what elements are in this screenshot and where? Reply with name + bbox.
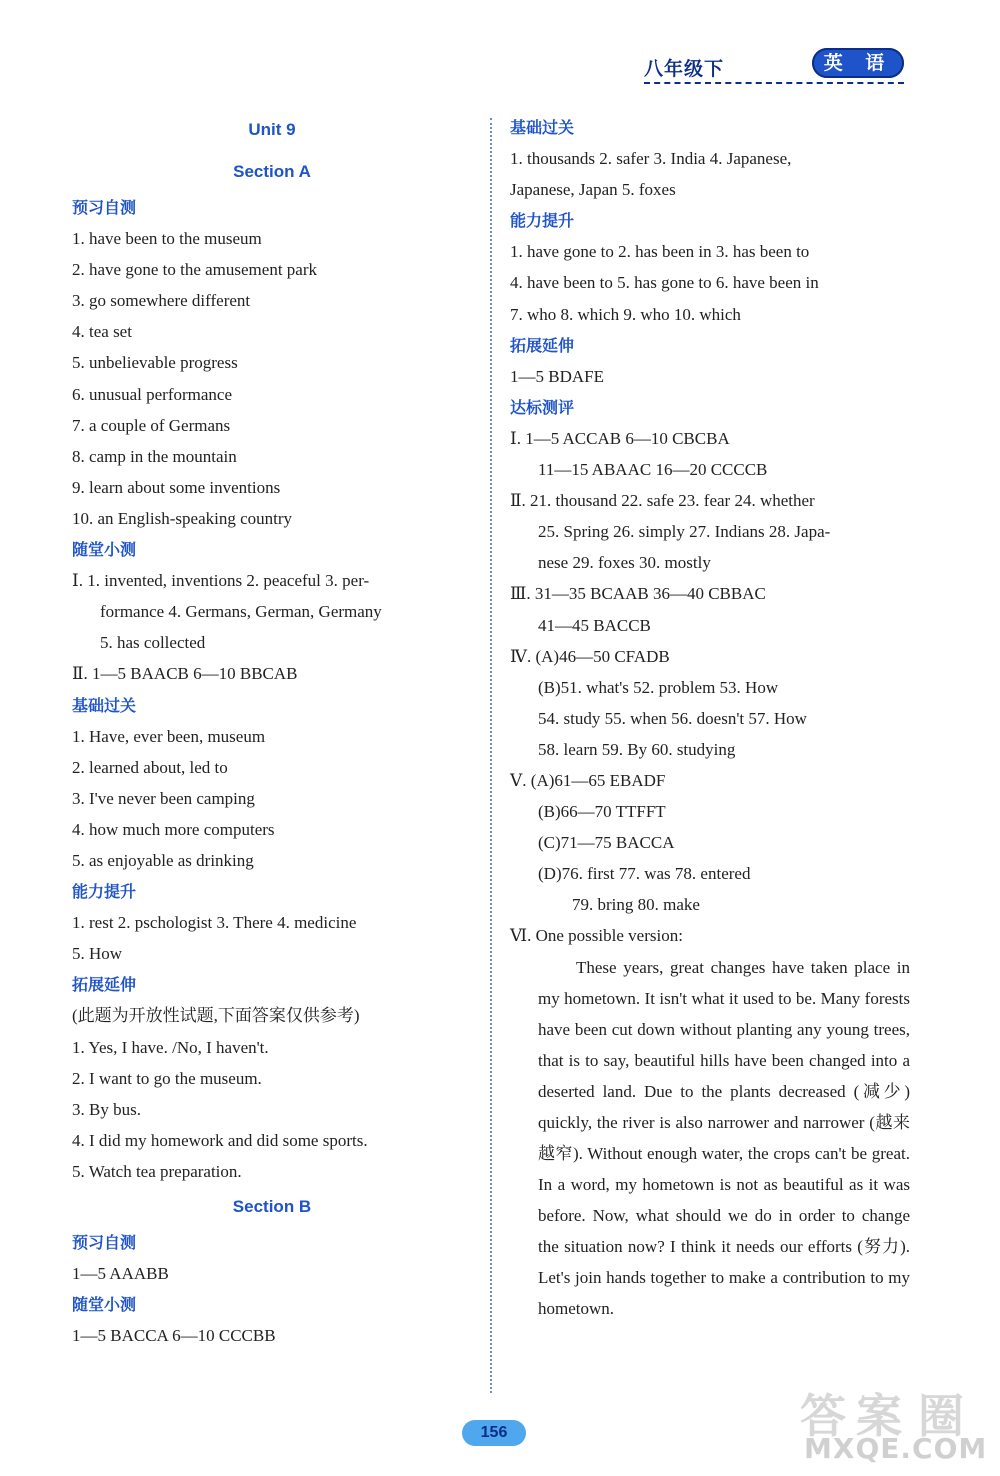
answer-line: 79. bring 80. make — [572, 895, 700, 915]
watermark-char: 答 — [800, 1389, 846, 1443]
answer-line: 8. camp in the mountain — [72, 446, 237, 466]
section-heading: 达标测评 — [510, 397, 575, 417]
answer-line: 1. thousands 2. safer 3. India 4. Japanese, — [510, 149, 792, 169]
section-heading: 随堂小测 — [72, 540, 137, 560]
answer-line: 3. go somewhere different — [72, 291, 251, 311]
answer-line: 5. How — [72, 944, 123, 964]
answer-line: Ⅵ. One possible version: — [510, 926, 683, 946]
section-title: Section B — [232, 1197, 312, 1216]
answer-line: Ⅳ. (A)46—50 CFADB — [510, 646, 670, 666]
answer-line: 5. Watch tea preparation. — [72, 1161, 242, 1181]
answer-line: 54. study 55. when 56. doesn't 57. How — [538, 708, 807, 728]
answer-line: (B)51. what's 52. problem 53. How — [538, 677, 779, 697]
answer-line: 1. Have, ever been, museum — [72, 726, 266, 746]
section-heading: 预习自测 — [72, 198, 137, 217]
answer-line: 2. I want to go the museum. — [72, 1068, 262, 1088]
answer-line: Ⅲ. 31—35 BCAAB 36—40 CBBAC — [510, 584, 766, 604]
page-number: 156 — [462, 1420, 526, 1446]
answer-line: 6. unusual performance — [72, 384, 233, 404]
answer-line: 10. an English-speaking country — [72, 508, 293, 528]
answer-line: 4. how much more computers — [72, 819, 275, 839]
section-heading: 预习自测 — [72, 1233, 137, 1252]
answer-line: 4. tea set — [72, 322, 132, 342]
answer-line: 2. learned about, led to — [72, 757, 228, 777]
section-heading: 能力提升 — [72, 882, 137, 902]
answer-line: Ⅰ. 1. invented, inventions 2. peaceful 3. per- — [72, 571, 370, 591]
section-heading: 基础过关 — [510, 118, 575, 137]
answer-line: 9. learn about some inventions — [72, 477, 281, 497]
answer-line: 5. has collected — [100, 633, 206, 653]
answer-line: Ⅴ. (A)61—65 EBADF — [510, 770, 666, 790]
watermark-char: 圈 — [918, 1389, 964, 1443]
answer-line: nese 29. foxes 30. mostly — [538, 553, 711, 573]
essay-block — [510, 952, 910, 1324]
answer-line: 1. have been to the museum — [72, 229, 262, 249]
essay-text: These years, great changes have taken place in my hometown. It isn't what it used to be. Many forests have been cut down without planting any young trees, that is to say, beautiful hills have been changed into a deserted land. Due to the plants decreased (减少) quickly, the river is also narrower and narrower (越来越窄). Without enough water, the crops can't be great. In a word, my hometown is not as beautiful as it was before. Now, what should we do in order to change the situation now? I think it needs our efforts (努力). Let's join hands together to make a contribution to my hometown. — [538, 957, 910, 1318]
answer-line: 3. I've never been camping — [72, 788, 255, 808]
unit-title: Unit 9 — [248, 120, 296, 139]
left-column — [72, 112, 472, 1351]
page-header — [644, 48, 904, 84]
header-rule — [644, 82, 904, 84]
answer-line: 1. Yes, I have. /No, I haven't. — [72, 1037, 269, 1057]
section-title: Section A — [233, 162, 311, 181]
answer-line: 5. as enjoyable as drinking — [72, 850, 254, 870]
answer-line: 5. unbelievable progress — [72, 353, 238, 373]
answer-line: 1. rest 2. pschologist 3. There 4. medicine — [72, 913, 357, 933]
watermark-url: MXQE.COM — [804, 1432, 988, 1465]
section-heading: 随堂小测 — [72, 1295, 137, 1315]
section-heading: 基础过关 — [72, 695, 137, 715]
section-heading: 能力提升 — [510, 211, 575, 231]
answer-line: (此题为开放性试题,下面答案仅供参考) — [72, 1006, 360, 1026]
answer-line: (D)76. first 77. was 78. entered — [538, 864, 751, 884]
section-heading: 拓展延伸 — [510, 335, 575, 355]
answer-line: formance 4. Germans, German, Germany — [100, 602, 382, 622]
answer-line: Ⅰ. 1—5 ACCAB 6—10 CBCBA — [510, 428, 730, 448]
answer-line: 1—5 AAABB — [72, 1264, 169, 1284]
answer-line: 7. who 8. which 9. who 10. which — [510, 304, 741, 324]
answer-line: (C)71—75 BACCA — [538, 833, 675, 853]
subject-badge: 英 语 — [812, 48, 904, 78]
answer-line: Japanese, Japan 5. foxes — [510, 180, 676, 200]
answer-line: Ⅱ. 1—5 BAACB 6—10 BBCAB — [72, 664, 298, 684]
answer-line: Ⅱ. 21. thousand 22. safe 23. fear 24. whether — [510, 491, 815, 511]
answer-line: 4. I did my homework and did some sports. — [72, 1130, 368, 1150]
answer-line: 1—5 BDAFE — [510, 366, 604, 386]
watermark-logo — [800, 1380, 990, 1466]
answer-line: 1—5 BACCA 6—10 CCCBB — [72, 1326, 276, 1346]
grade-label: 八年级下 — [644, 58, 725, 80]
answer-line: 41—45 BACCB — [538, 615, 651, 635]
answer-line: 2. have gone to the amusement park — [72, 260, 318, 280]
answer-line: 1. have gone to 2. has been in 3. has been to — [510, 242, 810, 262]
watermark-char: 案 — [856, 1389, 902, 1443]
answer-line: 4. have been to 5. has gone to 6. have been in — [510, 273, 819, 293]
answer-line: 58. learn 59. By 60. studying — [538, 739, 736, 759]
right-column — [510, 112, 910, 1324]
answer-line: 3. By bus. — [72, 1099, 141, 1119]
column-divider — [490, 118, 492, 1393]
answer-line: (B)66—70 TTFFT — [538, 802, 666, 822]
answer-line: 25. Spring 26. simply 27. Indians 28. Japa- — [538, 522, 831, 542]
answer-line: 7. a couple of Germans — [72, 415, 231, 435]
section-heading: 拓展延伸 — [72, 975, 137, 995]
right-answer-list — [510, 112, 910, 952]
answer-line: 11—15 ABAAC 16—20 CCCCB — [538, 460, 768, 480]
